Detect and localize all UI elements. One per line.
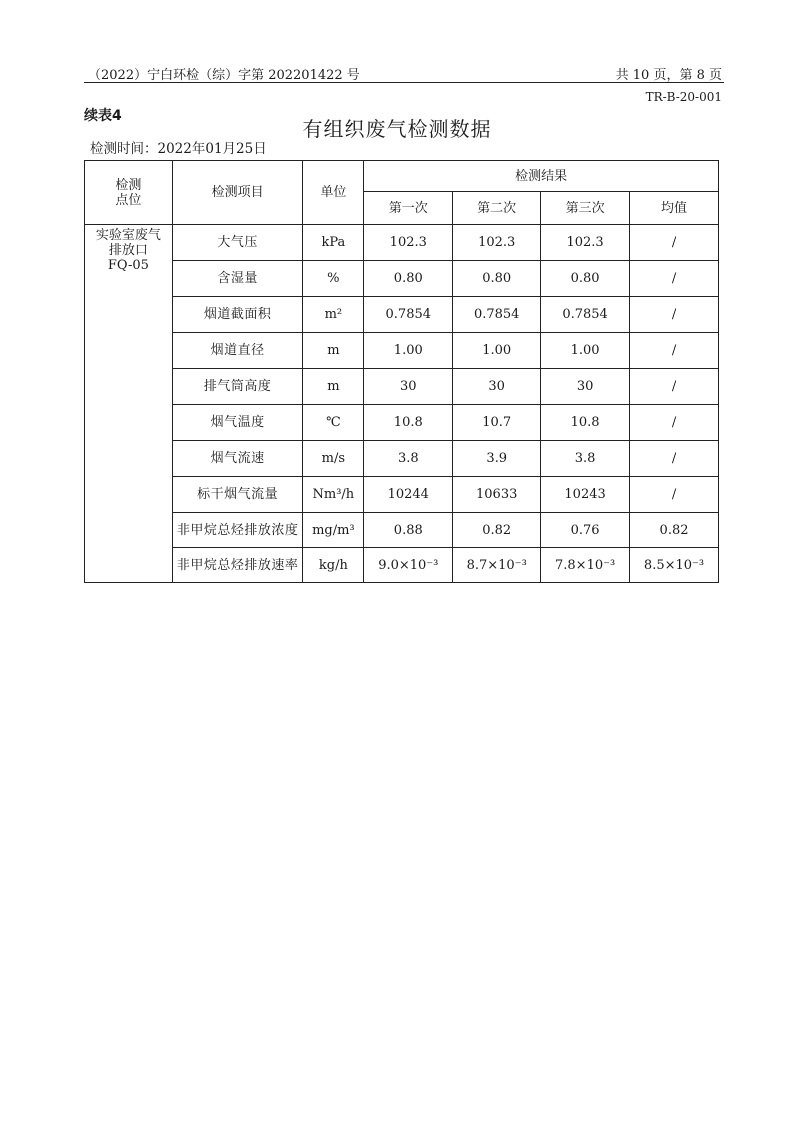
value-cell: 30 — [453, 369, 541, 405]
table-row — [85, 369, 719, 405]
value-cell: 7.8×10⁻³ — [541, 548, 630, 583]
data-table — [84, 160, 719, 583]
table-row — [85, 441, 719, 477]
item-cell: 烟道截面积 — [172, 297, 303, 333]
item-cell: 含湿量 — [172, 261, 303, 297]
header-first: 第一次 — [364, 192, 453, 225]
unit-cell: ℃ — [303, 405, 364, 441]
table-row — [85, 225, 719, 261]
value-cell: 0.80 — [364, 261, 453, 297]
value-cell: 10.8 — [541, 405, 630, 441]
header-second: 第二次 — [453, 192, 541, 225]
item-cell: 大气压 — [172, 225, 303, 261]
value-cell: 3.8 — [541, 441, 630, 477]
item-cell: 烟道直径 — [172, 333, 303, 369]
item-cell: 烟气流速 — [172, 441, 303, 477]
item-cell: 非甲烷总烃排放速率 — [172, 548, 303, 583]
header-average: 均值 — [630, 192, 719, 225]
value-cell: 0.7854 — [364, 297, 453, 333]
value-cell: 10.8 — [364, 405, 453, 441]
table-row — [85, 405, 719, 441]
average-cell: / — [630, 441, 719, 477]
average-cell: / — [630, 405, 719, 441]
average-cell: / — [630, 297, 719, 333]
table-row — [85, 477, 719, 513]
header-location: 检测 点位 — [85, 161, 173, 225]
item-cell: 烟气温度 — [172, 405, 303, 441]
value-cell: 102.3 — [364, 225, 453, 261]
unit-cell: % — [303, 261, 364, 297]
item-cell: 标干烟气流量 — [172, 477, 303, 513]
location-cell: 实验室废气 排放口 FQ-05 — [85, 225, 173, 583]
value-cell: 102.3 — [541, 225, 630, 261]
value-cell: 8.7×10⁻³ — [453, 548, 541, 583]
test-date: 检测时间：2022年01月25日 — [90, 141, 267, 157]
value-cell: 30 — [541, 369, 630, 405]
average-cell: / — [630, 261, 719, 297]
value-cell: 0.88 — [364, 513, 453, 548]
unit-cell: Nm³/h — [303, 477, 364, 513]
value-cell: 0.82 — [453, 513, 541, 548]
page-title: 有组织废气检测数据 — [302, 117, 492, 141]
average-cell: 8.5×10⁻³ — [630, 548, 719, 583]
average-cell: / — [630, 225, 719, 261]
average-cell: 0.82 — [630, 513, 719, 548]
average-cell: / — [630, 369, 719, 405]
value-cell: 0.80 — [453, 261, 541, 297]
item-cell: 排气筒高度 — [172, 369, 303, 405]
value-cell: 1.00 — [541, 333, 630, 369]
header-third: 第三次 — [541, 192, 630, 225]
unit-cell: m — [303, 333, 364, 369]
header-item: 检测项目 — [172, 161, 303, 225]
value-cell: 1.00 — [453, 333, 541, 369]
value-cell: 9.0×10⁻³ — [364, 548, 453, 583]
value-cell: 10.7 — [453, 405, 541, 441]
value-cell: 10633 — [453, 477, 541, 513]
value-cell: 0.80 — [541, 261, 630, 297]
average-cell: / — [630, 333, 719, 369]
value-cell: 30 — [364, 369, 453, 405]
header-results: 检测结果 — [364, 161, 719, 192]
unit-cell: kg/h — [303, 548, 364, 583]
unit-cell: m/s — [303, 441, 364, 477]
doc-code: TR-B-20-001 — [645, 90, 722, 104]
value-cell: 0.76 — [541, 513, 630, 548]
value-cell: 10244 — [364, 477, 453, 513]
header-unit: 单位 — [303, 161, 364, 225]
unit-cell: mg/m³ — [303, 513, 364, 548]
table-row — [85, 297, 719, 333]
value-cell: 0.7854 — [541, 297, 630, 333]
continued-label: 续表4 — [84, 108, 122, 124]
table-row — [85, 548, 719, 583]
report-number: （2022）宁白环检（综）字第 202201422 号 — [88, 68, 360, 83]
value-cell: 0.7854 — [453, 297, 541, 333]
item-cell: 非甲烷总烃排放浓度 — [172, 513, 303, 548]
unit-cell: kPa — [303, 225, 364, 261]
average-cell: / — [630, 477, 719, 513]
value-cell: 3.9 — [453, 441, 541, 477]
table-row — [85, 261, 719, 297]
page-info: 共 10 页，第 8 页 — [615, 68, 722, 83]
page-header — [88, 64, 722, 84]
unit-cell: m² — [303, 297, 364, 333]
value-cell: 102.3 — [453, 225, 541, 261]
value-cell: 10243 — [541, 477, 630, 513]
header-rule — [84, 82, 724, 83]
value-cell: 1.00 — [364, 333, 453, 369]
unit-cell: m — [303, 369, 364, 405]
table-row — [85, 333, 719, 369]
value-cell: 3.8 — [364, 441, 453, 477]
table-row — [85, 513, 719, 548]
